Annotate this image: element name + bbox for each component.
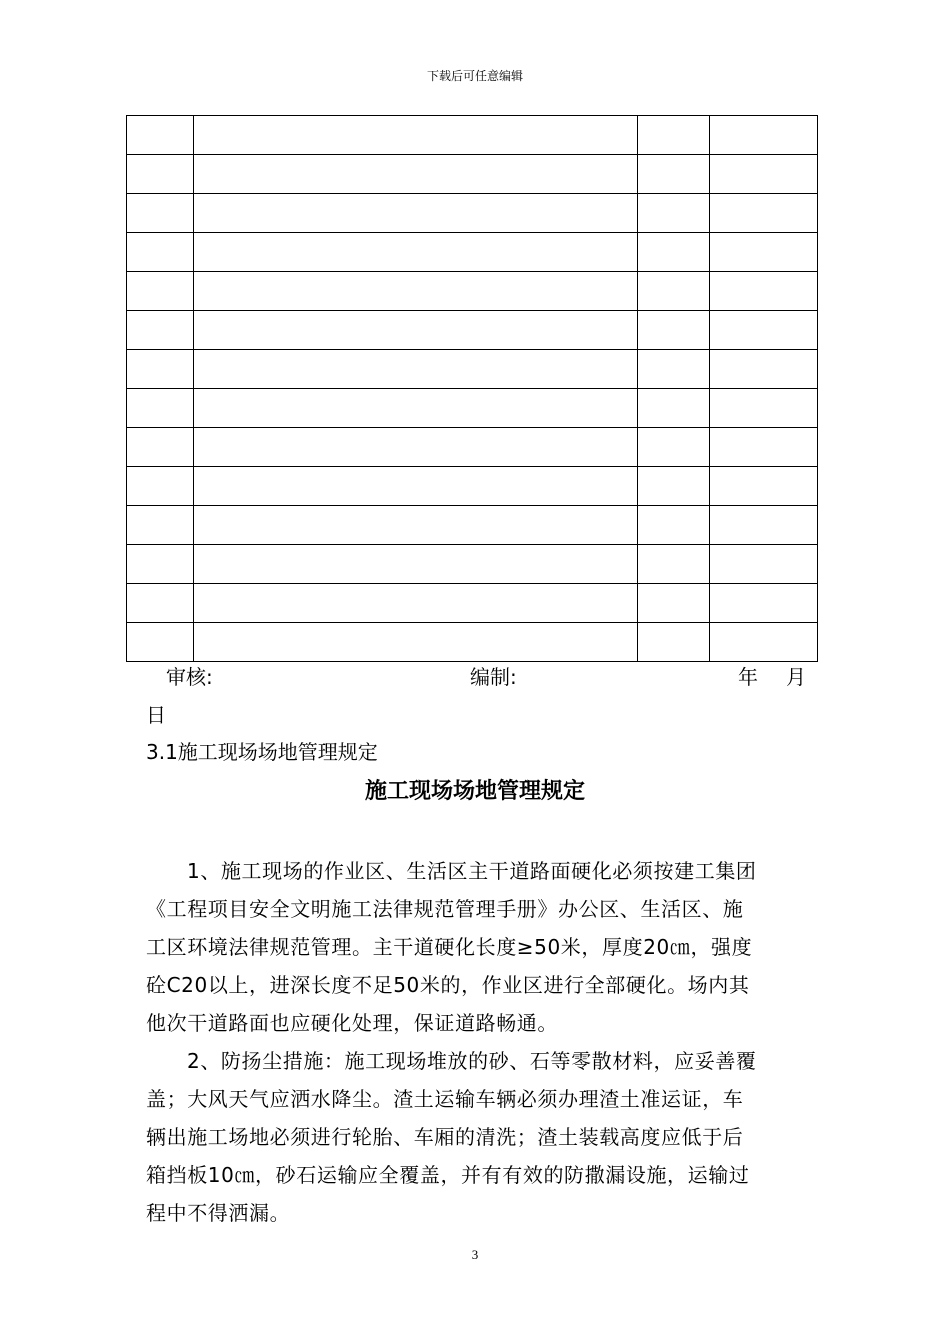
table-cell [127, 584, 194, 623]
table-row [127, 428, 818, 467]
table-cell [194, 428, 638, 467]
table-cell [638, 116, 710, 155]
table-cell [127, 428, 194, 467]
paragraph-line: 辆出施工场地必须进行轮胎、车厢的清洗；渣土装载高度应低于后 [146, 1125, 744, 1149]
table-cell [194, 350, 638, 389]
paragraph-line: 程中不得洒漏。 [146, 1201, 291, 1225]
page-number: 3 [471, 1247, 479, 1262]
table-cell [194, 155, 638, 194]
table-cell [710, 584, 818, 623]
table-row [127, 545, 818, 584]
year-label: 年 [738, 665, 758, 689]
table-row [127, 116, 818, 155]
table-cell [638, 155, 710, 194]
table-cell [638, 311, 710, 350]
table-cell [710, 506, 818, 545]
paragraph-line: 工区环境法律规范管理。主干道硬化长度≥50米，厚度20㎝，强度 [146, 935, 753, 959]
table-cell [710, 155, 818, 194]
paragraph-line: 箱挡板10㎝，砂石运输应全覆盖，并有有效的防撒漏设施，运输过 [146, 1163, 750, 1187]
table-cell [638, 272, 710, 311]
table-row [127, 194, 818, 233]
table-cell [127, 350, 194, 389]
table-cell [194, 389, 638, 428]
table-cell [638, 428, 710, 467]
table-cell [127, 116, 194, 155]
table-cell [710, 194, 818, 233]
table-cell [710, 311, 818, 350]
table-cell [127, 467, 194, 506]
month-label: 月 [786, 665, 806, 689]
paragraph-line: 砼C20以上，进深长度不足50米的，作业区进行全部硬化。场内其 [146, 973, 750, 997]
paragraph-line: 盖；大风天气应洒水降尘。渣土运输车辆必须办理渣土准运证，车 [146, 1087, 744, 1111]
table-row [127, 389, 818, 428]
table-cell [638, 584, 710, 623]
table-cell [194, 311, 638, 350]
table-cell [638, 350, 710, 389]
table-cell [194, 584, 638, 623]
table-cell [710, 428, 818, 467]
table-cell [638, 545, 710, 584]
compile-label: 编制: [470, 665, 517, 689]
table-cell [127, 545, 194, 584]
table-cell [638, 623, 710, 662]
table-row [127, 584, 818, 623]
document-title: 施工现场场地管理规定 [364, 779, 585, 804]
table-cell [638, 194, 710, 233]
table-cell [127, 389, 194, 428]
header-note: 下载后可任意编辑 [426, 69, 523, 83]
section-heading: 3.1施工现场场地管理规定 [146, 740, 378, 764]
table-cell [194, 623, 638, 662]
table-cell [638, 233, 710, 272]
paragraph-line: 2、防扬尘措施：施工现场堆放的砂、石等零散材料，应妥善覆 [187, 1049, 757, 1073]
paragraph-line: 1、施工现场的作业区、生活区主干道路面硬化必须按建工集团 [187, 859, 757, 883]
table-cell [638, 467, 710, 506]
table-row [127, 311, 818, 350]
table-row [127, 233, 818, 272]
paragraph-1 [146, 852, 806, 1042]
table-cell [127, 506, 194, 545]
table-cell [194, 506, 638, 545]
table-cell [710, 467, 818, 506]
blank-record-table [126, 115, 818, 662]
table-cell [127, 233, 194, 272]
table-cell [710, 350, 818, 389]
table-cell [127, 311, 194, 350]
day-label: 日 [146, 703, 166, 727]
table-row [127, 623, 818, 662]
table-row [127, 506, 818, 545]
table-cell [127, 623, 194, 662]
table-row [127, 272, 818, 311]
table-cell [194, 272, 638, 311]
review-label: 审核: [166, 665, 213, 689]
table-row [127, 467, 818, 506]
table-row [127, 155, 818, 194]
table-cell [638, 506, 710, 545]
table-cell [710, 272, 818, 311]
table-cell [710, 623, 818, 662]
table-cell [710, 389, 818, 428]
table-cell [194, 545, 638, 584]
table-cell [710, 545, 818, 584]
table-cell [127, 272, 194, 311]
table-cell [710, 233, 818, 272]
paragraph-line: 他次干道路面也应硬化处理，保证道路畅通。 [146, 1011, 558, 1035]
paragraph-line: 《工程项目安全文明施工法律规范管理手册》办公区、生活区、施 [146, 897, 744, 921]
table-cell [127, 194, 194, 233]
table-cell [710, 116, 818, 155]
table-cell [127, 155, 194, 194]
table-cell [194, 194, 638, 233]
table-cell [638, 389, 710, 428]
table-row [127, 350, 818, 389]
table-cell [194, 116, 638, 155]
table-cell [194, 467, 638, 506]
paragraph-2 [146, 1042, 806, 1232]
table-cell [194, 233, 638, 272]
